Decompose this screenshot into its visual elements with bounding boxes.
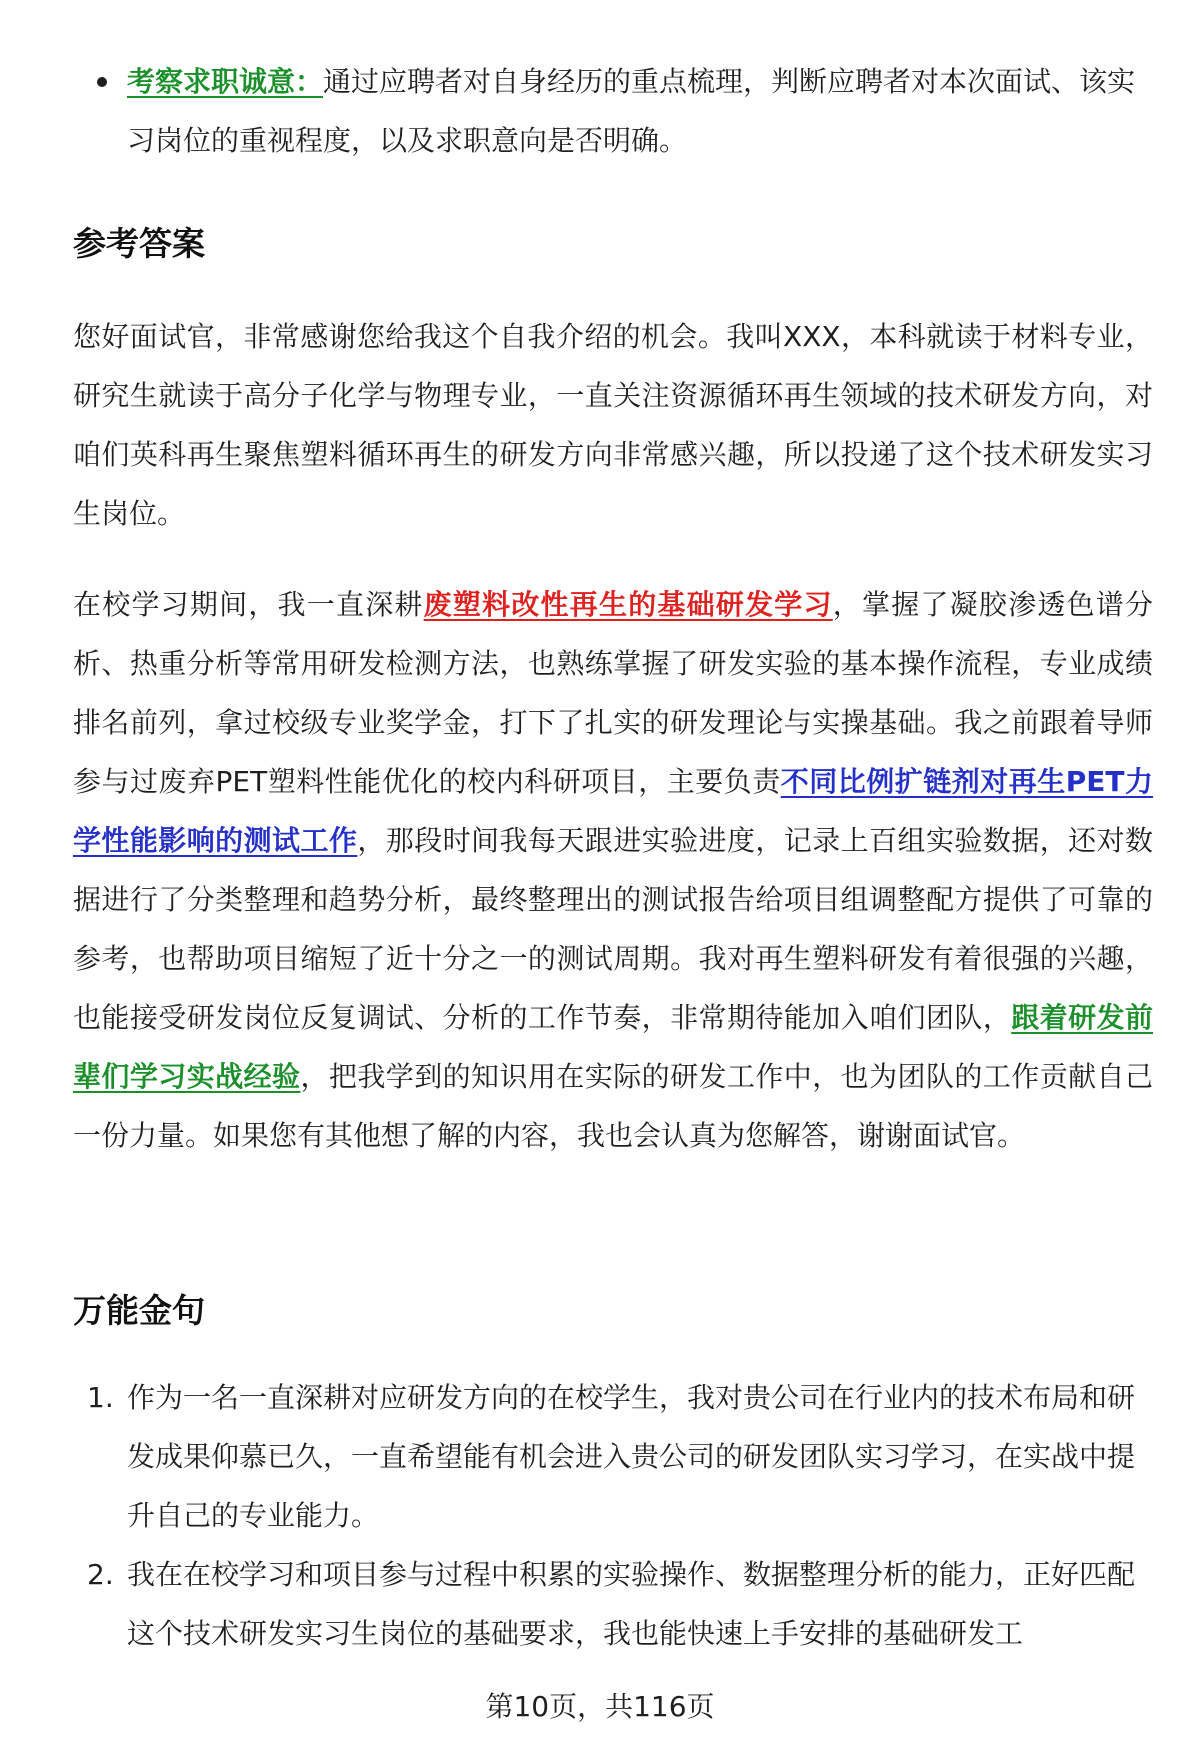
section-heading-golden: 万能金句 bbox=[73, 1291, 205, 1330]
bullet-item bbox=[95, 52, 1145, 170]
bullet-text: 通过应聘者对自身经历的重点梳理，判断应聘者对本次面试、该实习岗位的重视程度，以及求职意向是否明确。 bbox=[127, 65, 1136, 157]
page-number: 第10页，共116页 bbox=[485, 1690, 715, 1723]
section-heading-answer: 参考答案 bbox=[73, 224, 205, 263]
highlight-green: 跟着研发前辈们学习实战经验 bbox=[73, 1001, 1153, 1093]
p2-text-b: ，掌握了凝胶渗透色谱分析、热重分析等常用研发检测方法，也熟练掌握了研发实验的基本操作流程，专业成绩排名前列，拿过校级专业奖学金，打下了扎实的研发理论与实操基础。我之前跟着导师参与过废弃PET塑料性能优化的校内科研项目，主要负责 bbox=[73, 588, 1153, 798]
list-item-text: 作为一名一直深耕对应研发方向的在校学生，我对贵公司在行业内的技术布局和研发成果仰慕已久，一直希望能有机会进入贵公司的研发团队实习学习，在实战中提升自己的专业能力。 bbox=[127, 1381, 1136, 1532]
golden-sentence-list bbox=[73, 1368, 1153, 1663]
list-item bbox=[73, 1368, 1153, 1545]
bullet-label: 考察求职诚意： bbox=[127, 65, 324, 98]
evaluation-bullet-list bbox=[95, 52, 1145, 170]
answer-paragraph-2 bbox=[73, 575, 1153, 1165]
highlight-red: 废塑料改性再生的基础研发学习 bbox=[423, 588, 833, 621]
list-item-text: 我在在校学习和项目参与过程中积累的实验操作、数据整理分析的能力，正好匹配这个技术研发实习生岗位的基础要求，我也能快速上手安排的基础研发工 bbox=[127, 1558, 1136, 1650]
p2-text-d: ，把我学到的知识用在实际的研发工作中，也为团队的工作贡献自己一份力量。如果您有其他想了解的内容，我也会认真为您解答，谢谢面试官。 bbox=[73, 1060, 1153, 1152]
highlight-blue: 不同比例扩链剂对再生PET力学性能影响的测试工作 bbox=[73, 765, 1154, 857]
list-number: 1. bbox=[87, 1381, 114, 1414]
p2-text-a: 在校学习期间，我一直深耕 bbox=[73, 588, 424, 621]
answer-paragraph-1: 您好面试官，非常感谢您给我这个自我介绍的机会。我叫XXX，本科就读于材料专业，研究生就读于高分子化学与物理专业，一直关注资源循环再生领域的技术研发方向，对咱们英科再生聚焦塑料循环再生的研发方向非常感兴趣，所以投递了这个技术研发实习生岗位。 bbox=[73, 320, 1153, 530]
list-number: 2. bbox=[87, 1558, 114, 1591]
p2-text-c: ，那段时间我每天跟进实验进度，记录上百组实验数据，还对数据进行了分类整理和趋势分析，最终整理出的测试报告给项目组调整配方提供了可靠的参考，也帮助项目缩短了近十分之一的测试周期。我对再生塑料研发有着很强的兴趣，也能接受研发岗位反复调试、分析的工作节奏，非常期待能加入咱们团队， bbox=[73, 824, 1153, 1034]
bullet-dot-icon bbox=[97, 77, 107, 87]
list-item bbox=[73, 1545, 1153, 1663]
